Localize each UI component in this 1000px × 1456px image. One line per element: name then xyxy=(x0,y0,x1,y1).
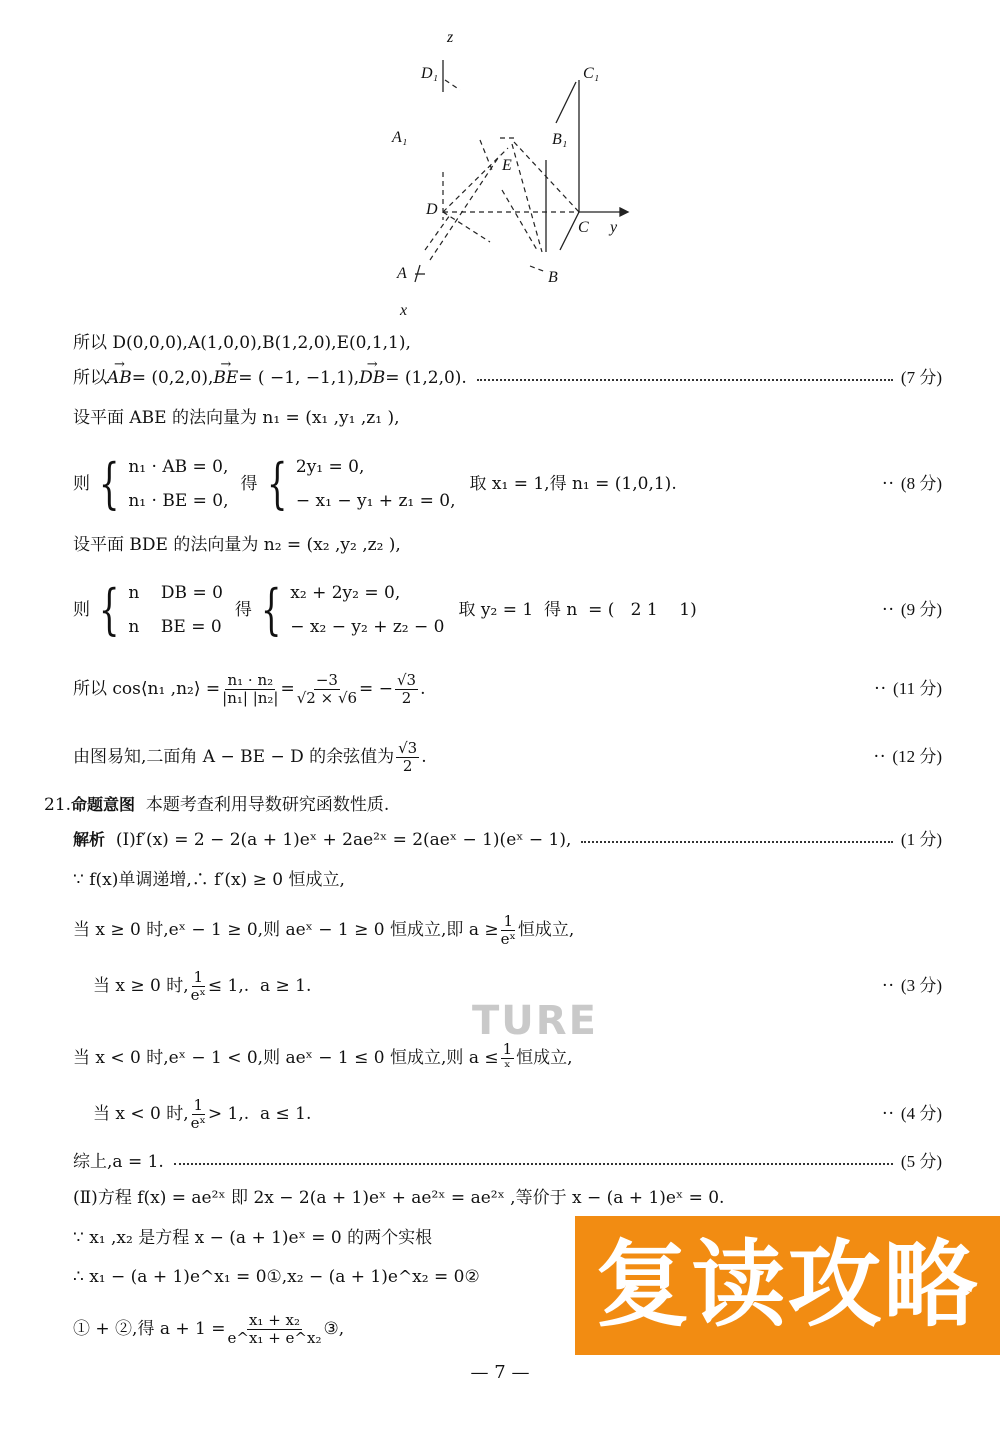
summary-line xyxy=(73,1151,942,1173)
dot-leader: ·· xyxy=(882,474,895,494)
score-label: (4 分) xyxy=(900,1104,942,1123)
roots-line xyxy=(73,1227,432,1249)
label-d: D xyxy=(426,201,438,218)
text: 则 xyxy=(73,474,90,494)
text: = − xyxy=(359,679,393,699)
text: > 1,. a ≤ 1. xyxy=(207,1104,312,1124)
monotonic-line xyxy=(73,869,345,891)
text: ③, xyxy=(323,1319,345,1339)
numerator: 1 xyxy=(193,1095,204,1114)
text: 取 x₁ = 1,得 n₁ = (1,0,1). xyxy=(469,474,677,494)
text: ∴ x₁ − (a + 1)e^x₁ = 0①,x₂ − (a + 1)e^x₂ = 0② xyxy=(73,1267,480,1287)
text: 综上,a = 1. xyxy=(73,1152,164,1172)
equation: n BE = 0 xyxy=(128,617,222,637)
text: 设平面 BDE 的法向量为 n₂ = (x₂ ,y₂ ,z₂ ), xyxy=(73,535,401,555)
score-label: (5 分) xyxy=(900,1152,942,1171)
sum-line xyxy=(73,1312,344,1346)
section-label: 解析 xyxy=(73,830,106,849)
edge-cb xyxy=(560,212,579,250)
system-1 xyxy=(73,452,942,515)
score-label: (1 分) xyxy=(900,830,942,849)
text: 恒成立, xyxy=(517,920,575,940)
watermark-stamp: 复读攻略 xyxy=(575,1216,1000,1355)
edge-c1-b1 xyxy=(556,82,576,123)
label-y: y xyxy=(610,219,618,236)
text: 则 xyxy=(73,600,90,620)
text: 当 x ≥ 0 时,eˣ − 1 ≥ 0,则 aeˣ − 1 ≥ 0 恒成立,即 a ≥ xyxy=(73,920,499,940)
score-label: (9 分) xyxy=(900,600,942,619)
text: 本题考查利用导数研究函数性质. xyxy=(135,795,390,815)
plane-bde-line xyxy=(73,534,401,556)
text: ∵ x₁ ,x₂ 是方程 x − (a + 1)eˣ = 0 的两个实根 xyxy=(73,1228,433,1248)
numerator: 1 xyxy=(193,967,204,986)
score-label: (11 分) xyxy=(893,679,942,698)
equation: n₁ · BE = 0, xyxy=(128,491,229,511)
label-z: z xyxy=(447,29,454,46)
text: . xyxy=(421,747,427,767)
equation: − x₂ − y₂ + z₂ − 0 xyxy=(290,617,445,637)
part-2-line xyxy=(73,1187,724,1209)
vectors-line xyxy=(73,367,942,389)
denominator: ˣ xyxy=(504,1057,511,1076)
numerator: √3 xyxy=(398,738,418,757)
dot-leader: ·· xyxy=(882,600,895,620)
text: 当 x ≥ 0 时, xyxy=(93,976,189,996)
label-a: A xyxy=(397,265,407,282)
text: 恒成立, xyxy=(516,1048,573,1068)
denominator: √2 × √6 xyxy=(296,688,358,707)
dot-leader: ·· xyxy=(874,679,888,699)
case-ge-line xyxy=(73,913,574,947)
vector-db: → DB xyxy=(359,367,385,389)
numerator: 1 xyxy=(503,911,513,930)
text: 所以 xyxy=(73,368,107,388)
text: 所以 cos⟨n₁ ,n₂⟩ = xyxy=(73,679,221,699)
question-number: 21. xyxy=(44,795,72,815)
brace-icon: { xyxy=(98,578,120,641)
denominator: eˣ xyxy=(500,929,516,948)
numerator: x₁ + x₂ xyxy=(248,1310,301,1329)
text: 设平面 ABE 的法向量为 n₁ = (x₁ ,y₁ ,z₁ ), xyxy=(73,408,400,428)
text: (Ⅱ)方程 f(x) = ae²ˣ 即 2x − 2(a + 1)eˣ + ae²ˣ = ae²ˣ ,等价于 x − (a + 1)eˣ = 0. xyxy=(73,1188,725,1208)
numerator: n₁ · n₂ xyxy=(227,670,274,689)
label-d1: D₁ xyxy=(421,65,439,82)
vector-ab: → AB xyxy=(107,367,132,389)
numerator: √3 xyxy=(396,670,417,689)
equation: n₁ · AB = 0, xyxy=(128,457,229,477)
system-2 xyxy=(73,578,942,641)
equation: 2y₁ = 0, xyxy=(295,457,365,477)
page-number: — 7 — xyxy=(470,1362,530,1383)
label-b1: B₁ xyxy=(552,131,568,148)
text: 所以 D(0,0,0),A(1,0,0),B(1,2,0),E(0,1,1), xyxy=(73,333,411,353)
plane-abe-line xyxy=(73,407,400,429)
vector-be: → BE xyxy=(213,367,238,389)
text: ≤ 1,. a ≥ 1. xyxy=(207,976,312,996)
denominator: |n₁| |n₂| xyxy=(222,688,279,707)
text: ① + ②,得 a + 1 = xyxy=(73,1319,226,1339)
equals-sign: = xyxy=(280,679,295,699)
text: = ( −1, −1,1), xyxy=(238,368,360,388)
label-a1: A₁ xyxy=(392,129,408,146)
text: 取 y₂ = 1 得 n = ( 2 1 1) xyxy=(458,600,697,620)
y-axis-arrow-icon xyxy=(620,208,628,216)
text: = (0,2,0), xyxy=(131,368,214,388)
numerator: 1 xyxy=(502,1039,513,1058)
denominator: eˣ xyxy=(190,985,206,1004)
score-label: (12 分) xyxy=(892,747,942,766)
denominator: e^x₁ + e^x₂ xyxy=(227,1328,322,1347)
case-lt-line xyxy=(73,1041,573,1075)
coordinates-line xyxy=(73,332,411,354)
case-lt-result xyxy=(93,1097,942,1131)
score-label: (7 分) xyxy=(900,368,942,387)
dot-leader: ·· xyxy=(873,747,887,767)
denominator: 2 xyxy=(401,688,412,707)
therefore-line xyxy=(73,1266,480,1288)
label-b: B xyxy=(548,269,558,286)
text: 得 xyxy=(234,600,252,620)
text: = (1,2,0). xyxy=(385,368,467,388)
equation: − x₁ − y₁ + z₁ = 0, xyxy=(295,491,456,511)
dot-leader xyxy=(477,379,893,381)
label-c1: C₁ xyxy=(583,65,600,82)
numerator: −3 xyxy=(315,670,338,689)
dot-leader xyxy=(581,841,893,843)
denominator: eˣ xyxy=(190,1113,206,1132)
label-x: x xyxy=(400,302,408,319)
dot-leader: ·· xyxy=(882,976,895,996)
label-e: E xyxy=(502,157,512,174)
brace-icon: { xyxy=(260,578,282,641)
score-label: (3 分) xyxy=(900,976,942,995)
dihedral-line xyxy=(73,740,942,774)
brace-icon: { xyxy=(266,452,288,515)
section-label: 命题意图 xyxy=(71,795,136,814)
text: 由图易知,二面角 A − BE − D 的余弦值为 xyxy=(73,747,395,767)
equation: x₂ + 2y₂ = 0, xyxy=(290,583,401,603)
text: 当 x < 0 时, xyxy=(93,1104,189,1124)
watermark: TURE xyxy=(472,998,598,1044)
cosine-line xyxy=(73,672,942,706)
text: . xyxy=(420,679,426,699)
text: (Ⅰ)f′(x) = 2 − 2(a + 1)eˣ + 2ae²ˣ = 2(aeˣ − 1)(eˣ − 1), xyxy=(105,830,572,850)
text: ∵ f(x)单调递增,∴ f′(x) ≥ 0 恒成立, xyxy=(73,870,345,890)
solution-line-1 xyxy=(73,829,942,851)
denominator: 2 xyxy=(402,756,413,775)
dot-leader: ·· xyxy=(882,1104,895,1124)
text: 当 x < 0 时,eˣ − 1 < 0,则 aeˣ − 1 ≤ 0 恒成立,则 a ≤ xyxy=(73,1048,499,1068)
question-21-heading xyxy=(44,794,389,816)
hidden-edges xyxy=(425,80,579,272)
equation: n DB = 0 xyxy=(128,583,223,603)
dot-leader xyxy=(174,1163,893,1165)
brace-icon: { xyxy=(98,452,120,515)
score-label: (8 分) xyxy=(900,474,942,493)
text: 得 xyxy=(240,474,258,494)
geometry-diagram xyxy=(380,20,640,320)
label-c: C xyxy=(578,219,589,236)
